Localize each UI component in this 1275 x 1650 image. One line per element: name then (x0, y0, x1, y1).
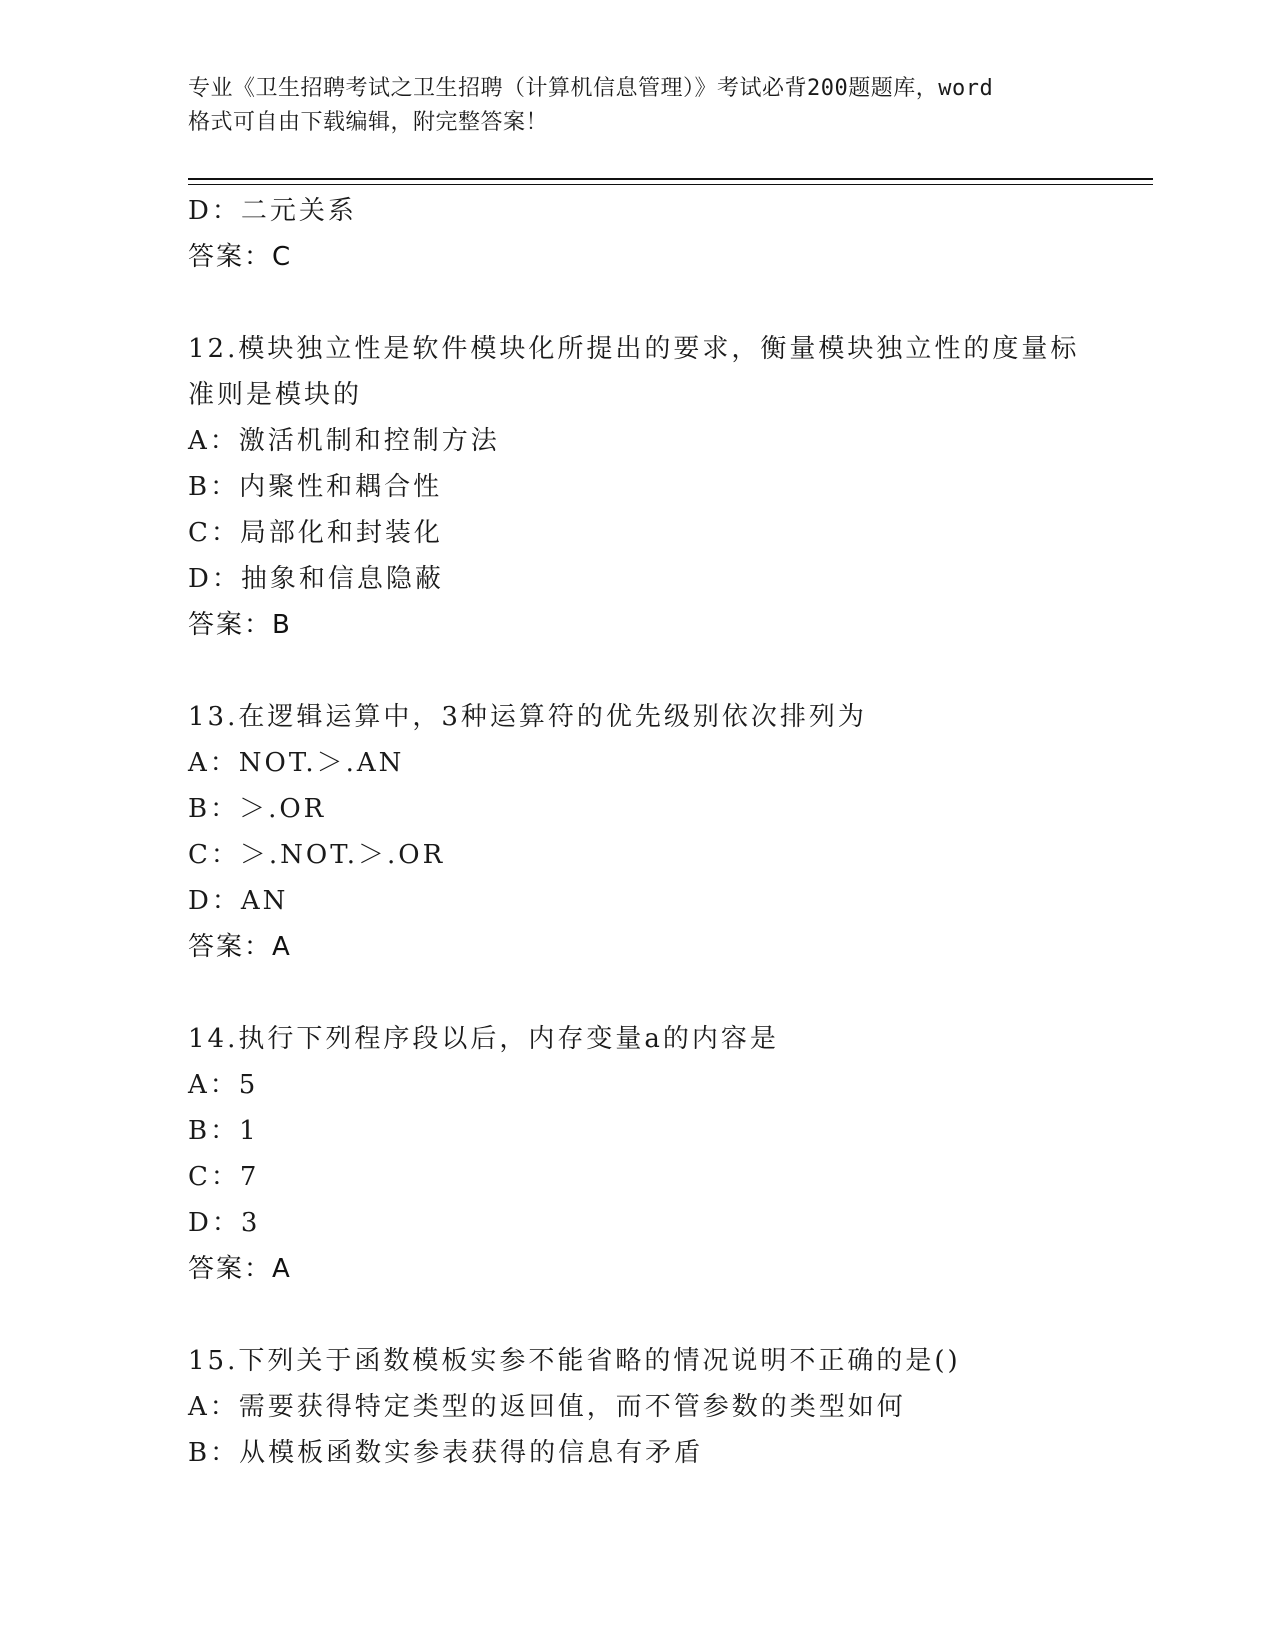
option-d: D：抽象和信息隐蔽 (188, 564, 444, 594)
spacer (188, 280, 1088, 326)
spacer (188, 648, 1088, 694)
question-12 (188, 326, 1088, 648)
option-c: C：局部化和封装化 (188, 518, 443, 548)
question-13 (188, 694, 1088, 970)
question-stem-continued: 准则是模块的 (188, 380, 363, 410)
option-b: B：内聚性和耦合性 (188, 472, 443, 502)
option-a: A：5 (188, 1070, 259, 1100)
option-b: B：从模板函数实参表获得的信息有矛盾 (188, 1438, 704, 1468)
option-c: C：＞.NOT.＞.OR (188, 840, 446, 870)
header-title-line-2: 格式可自由下载编辑，附完整答案！ (188, 110, 549, 135)
document-header (188, 72, 1088, 140)
option-b: B：＞.OR (188, 794, 327, 824)
question-stem: 12.模块独立性是软件模块化所提出的要求，衡量模块独立性的度量标 (188, 334, 1080, 364)
option-a: A：NOT.＞.AN (188, 748, 405, 778)
option-d: D：3 (188, 1208, 261, 1238)
answer-line: 答案：C (188, 242, 293, 272)
question-stem: 13.在逻辑运算中，3种运算符的优先级别依次排列为 (188, 702, 867, 732)
option-d: D：AN (188, 886, 289, 916)
question-14 (188, 1016, 1088, 1292)
option-b: B：1 (188, 1116, 259, 1146)
spacer (188, 1292, 1088, 1338)
header-divider-thin (188, 184, 1153, 185)
option-a: A：需要获得特定类型的返回值，而不管参数的类型如何 (188, 1392, 906, 1422)
header-divider-thick (188, 178, 1153, 180)
option-d: D：二元关系 (188, 196, 357, 226)
question-stem: 14.执行下列程序段以后，内存变量a的内容是 (188, 1024, 779, 1054)
answer-line: 答案：B (188, 610, 292, 640)
option-a: A：激活机制和控制方法 (188, 426, 500, 456)
option-c: C：7 (188, 1162, 260, 1192)
question-stem: 15.下列关于函数模板实参不能省略的情况说明不正确的是() (188, 1346, 961, 1376)
question-list (188, 188, 1088, 1476)
spacer (188, 970, 1088, 1016)
question-15 (188, 1338, 1088, 1476)
answer-line: 答案：A (188, 932, 292, 962)
header-title-line-1: 专业《卫生招聘考试之卫生招聘（计算机信息管理）》考试必背200题题库，word (188, 76, 994, 101)
answer-line: 答案：A (188, 1254, 292, 1284)
